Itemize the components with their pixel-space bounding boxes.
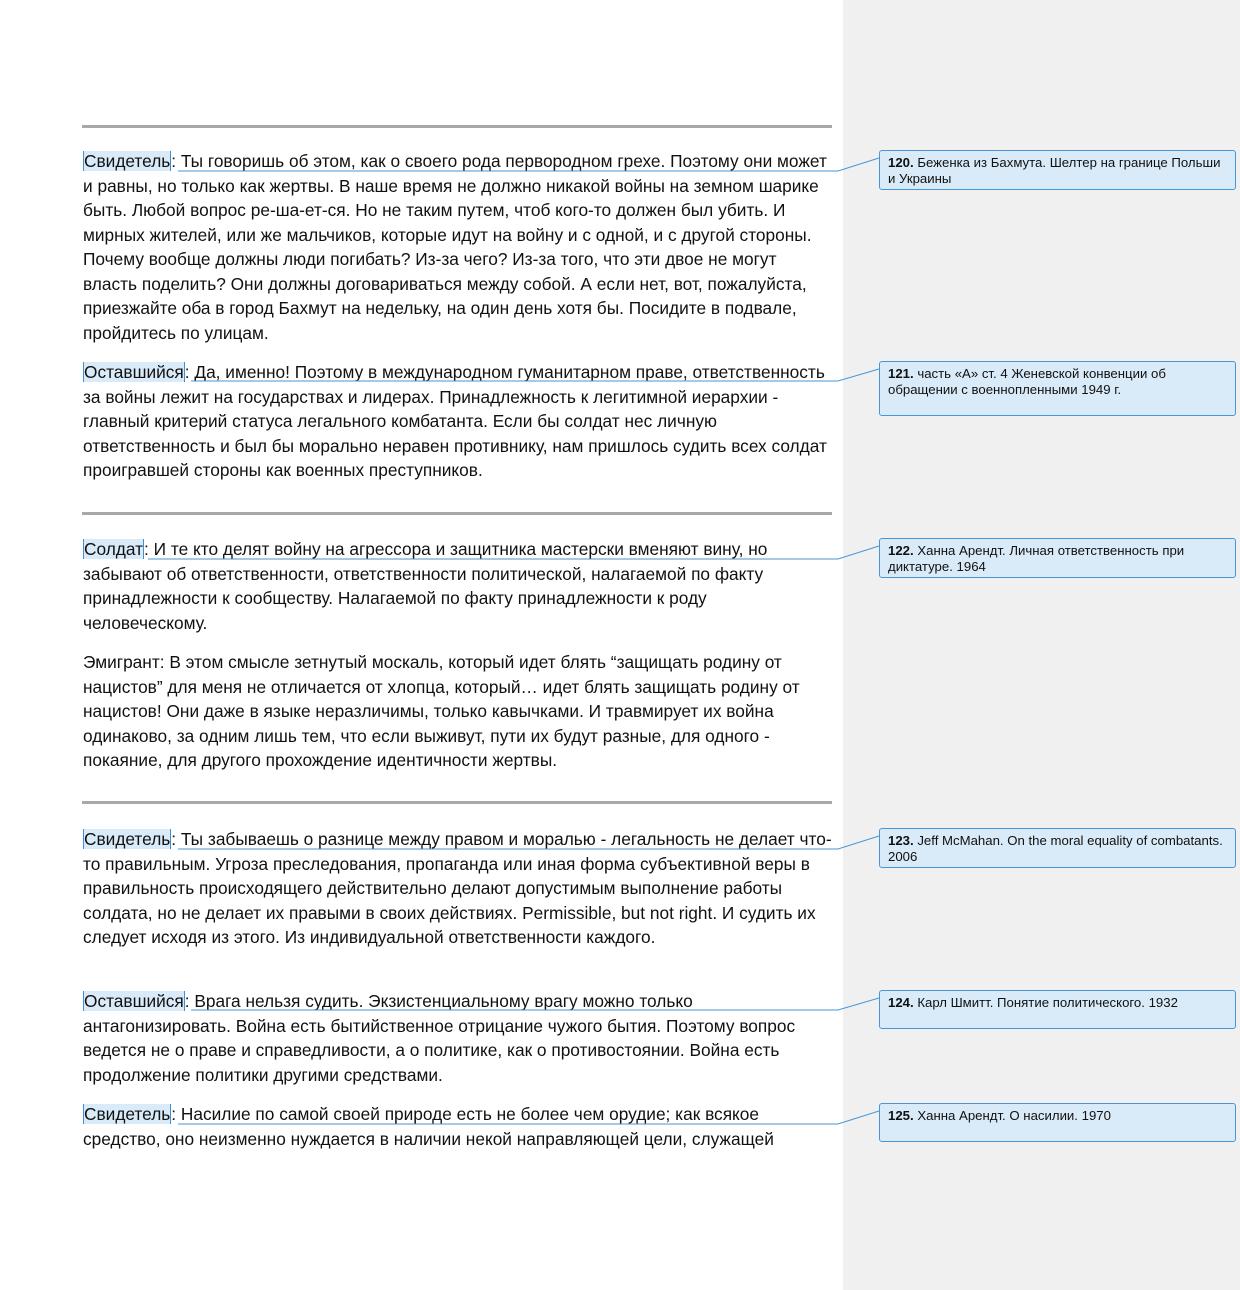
- paragraph-text: : Врага нельзя судить. Экзистенциальному врагу можно только антагонизировать. Война есть бытийственное отрицание чужого бытия. Поэтому вопрос ведется не о праве и справедливости, а о политике, как о противостоянии. Война есть продолжение политики другими средствами.: [83, 991, 796, 1085]
- paragraph-emigrant[interactable]: [83, 650, 835, 773]
- paragraph-text: : Ты забываешь о разнице между правом и моралью - легальность не делает что-то правильным. Угроза преследования, пропаганда или иная форма субъективной веры в правильность происходящего действительно делают допустимым выполнение работы солдата, но не делает их правыми в своих действиях. Permissible, but not right. И судить их следует исходя из этого. Из индивидуальной ответственности каждого.: [83, 829, 832, 947]
- comment-number: 123.: [888, 833, 914, 848]
- speaker-highlight[interactable]: Свидетель: [84, 829, 171, 849]
- paragraph-remaining-2[interactable]: [83, 989, 835, 1087]
- comment-number: 125.: [888, 1108, 914, 1123]
- paragraph-soldier[interactable]: [83, 537, 835, 635]
- speaker-highlight[interactable]: Свидетель: [84, 1104, 171, 1124]
- section-divider: [82, 125, 832, 128]
- comment-text: Ханна Арендт. О насилии. 1970: [913, 1108, 1111, 1123]
- paragraph-text: : Насилие по самой своей природе есть не более чем орудие; как всякое средство, оно неизменно нуждается в наличии некой направляющей цели, служащей: [83, 1104, 774, 1149]
- comment-number: 124.: [888, 995, 914, 1010]
- paragraph-text: : И те кто делят войну на агрессора и защитника мастерски вменяют вину, но забывают об ответственности, ответственности политической, налагаемой по факту принадлежности к сообществу. Налагаемой по факту принадлежности к роду человеческому.: [83, 539, 768, 633]
- speaker-highlight[interactable]: Оставшийся: [84, 362, 184, 382]
- comment-120[interactable]: [879, 150, 1236, 190]
- comment-text: Jeff McMahan. On the moral equality of combatants. 2006: [888, 833, 1223, 864]
- speaker-highlight[interactable]: Солдат: [84, 539, 144, 559]
- paragraph-text: : Да, именно! Поэтому в международном гуманитарном праве, ответственность за войны лежит на государствах и лидерах. Принадлежность к легитимной иерархии - главный критерий статуса легального комбатанта. Если бы солдат нес личную ответственность и был бы морально неравен противнику, нам пришлось судить всех солдат проигравшей стороны как военных преступников.: [83, 362, 827, 480]
- comment-124[interactable]: [879, 990, 1236, 1029]
- paragraph-remaining-1[interactable]: [83, 360, 835, 483]
- paragraph-text: Эмигрант: В этом смысле зетнутый москаль, который идет блять “защищать родину от нацистов” для меня не отличается от хлопца, который… идет блять защищать родину от нацистов! Они даже в языке неразличимы, только кавычками. И травмирует их война одинаково, за одним лишь тем, что если выживут, пути их будут разные, для одного - покаяние, для другого прохождение идентичности жертвы.: [83, 652, 800, 770]
- section-divider: [82, 512, 832, 515]
- comment-text: часть «А» ст. 4 Женевской конвенции об обращении с военнопленными 1949 г.: [888, 366, 1166, 397]
- comment-121[interactable]: [879, 361, 1236, 416]
- comment-text: Беженка из Бахмута. Шелтер на границе Польши и Украины: [888, 155, 1221, 186]
- comment-margin-panel: [843, 0, 1240, 1290]
- paragraph-witness-3[interactable]: [83, 1102, 835, 1151]
- comment-text: Ханна Арендт. Личная ответственность при диктатуре. 1964: [888, 543, 1185, 574]
- section-divider: [82, 801, 832, 804]
- speaker-highlight[interactable]: Оставшийся: [84, 991, 184, 1011]
- comment-text: Карл Шмитт. Понятие политического. 1932: [913, 995, 1178, 1010]
- paragraph-witness-2[interactable]: [83, 827, 835, 950]
- comment-122[interactable]: [879, 538, 1236, 578]
- comment-number: 122.: [888, 543, 914, 558]
- paragraph-witness-1[interactable]: [83, 149, 835, 345]
- comment-125[interactable]: [879, 1103, 1236, 1142]
- comment-123[interactable]: [879, 828, 1236, 868]
- speaker-highlight[interactable]: Свидетель: [84, 151, 171, 171]
- comment-number: 121.: [888, 366, 914, 381]
- paragraph-text: : Ты говоришь об этом, как о своего рода первородном грехе. Поэтому они может и равны, но только как жертвы. В наше время не должно никакой войны на земном шарике быть. Любой вопрос ре-ша-ет-ся. Но не таким путем, чтоб кого-то должен был убить. И мирных жителей, или же мальчиков, которые идут на войну и с одной, и с другой стороны. Почему вообще должны люди погибать? Из-за чего? Из-за того, что эти двое не могут власть поделить? Они должны договариваться между собой. А если нет, вот, пожалуйста, приезжайте оба в город Бахмут на недельку, на один день хотя бы. Посидите в подвале, пройдитесь по улицам.: [83, 151, 827, 343]
- comment-number: 120.: [888, 155, 914, 170]
